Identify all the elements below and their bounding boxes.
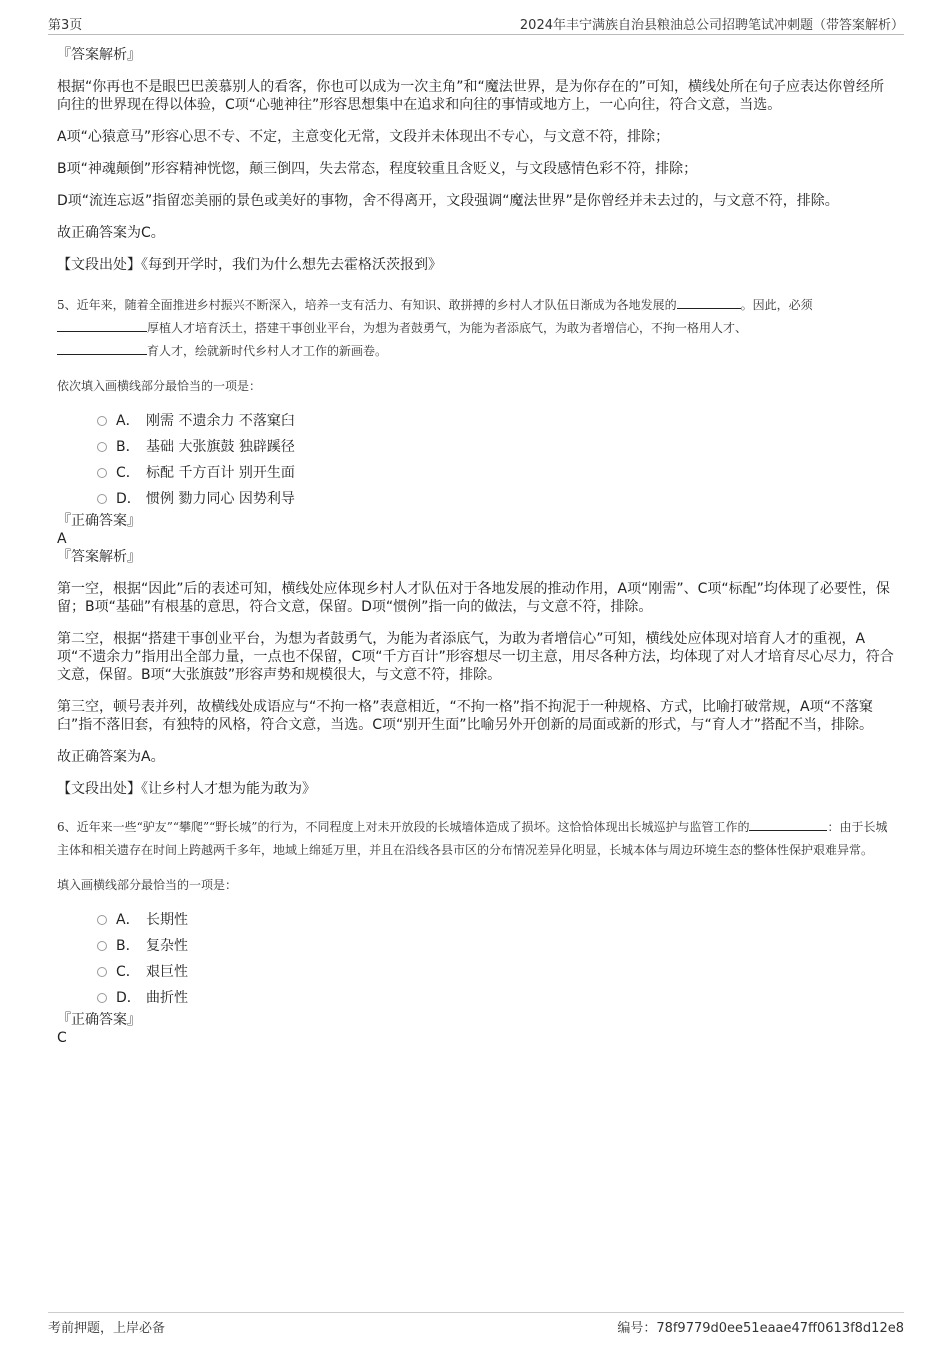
radio-icon[interactable] (97, 468, 107, 478)
option-d[interactable]: D． 惯例 勠力同心 因势利导 (97, 486, 895, 512)
option-list (97, 408, 895, 512)
option-b[interactable]: B． 基础 大张旗鼓 独辟蹊径 (97, 434, 895, 460)
radio-icon[interactable] (97, 416, 107, 426)
answer-label: 『正确答案』 (57, 1012, 141, 1028)
q4-analysis-section (57, 46, 895, 274)
fill-blank (57, 342, 147, 355)
page-number: 第3页 (48, 18, 83, 33)
source-label: 【文段出处】 (57, 781, 141, 797)
correct-answer: C (57, 1030, 67, 1046)
page-footer (48, 1312, 904, 1335)
question-prompt: 依次填入画横线部分最恰当的一项是： (57, 379, 262, 393)
source-title: 《每到开学时，我们为什么想先去霍格沃茨报到》 (141, 257, 442, 273)
stem-text: ：由于长城主体和相关遗存在时间上跨越两千多年，地域上绵延万里，并且在沿线各县市区的分布情况差异化明显，长城本体与周边环境生态的整体性保护艰难异常。 (57, 820, 888, 857)
source-citation (57, 780, 895, 798)
radio-icon[interactable] (97, 993, 107, 1003)
option-c[interactable]: C． 标配 千方百计 别开生面 (97, 460, 895, 486)
stem-text: 。因此，必须 (740, 298, 813, 312)
stem-text: 育人才，绘就新时代乡村人才工作的新画卷。 (147, 344, 388, 358)
page-header (48, 14, 904, 35)
analysis-paragraph: 第二空，根据“搭建干事创业平台，为想为者鼓勇气，为能为者添底气，为敢为者增信心”可知，横线处应体现对培育人才的重视，A项“不遗余力”指用出全部力量，一点也不保留，C项“千方百计”形容想尽一切主意，用尽各种方法，均体现了对人才培育尽心尽力，符合文意，保留。B项“大张旗鼓”形容声势和规模很大，与文意不符，排除。 (57, 631, 894, 683)
analysis-paragraph: 根据“你再也不是眼巴巴羡慕别人的看客，你也可以成为一次主角”和“魔法世界，是为你存在的”可知，横线处所在句子应表达你曾经所向往的世界现在得以体验，C项“心驰神往”形容思想集中在追求和向往的事情或地方上，一心向往，符合文意，当选。 (57, 79, 885, 113)
question-prompt: 填入画横线部分最恰当的一项是： (57, 878, 238, 892)
option-list (97, 907, 895, 1011)
analysis-paragraph: B项“神魂颠倒”形容精神恍惚，颠三倒四，失去常态，程度较重且含贬义，与文段感情色彩不符，排除； (57, 161, 698, 177)
analysis-label: 『答案解析』 (57, 549, 141, 565)
option-c[interactable]: C． 艰巨性 (97, 959, 895, 985)
source-title: 《让乡村人才想为能为敢为》 (141, 781, 316, 797)
question-6 (57, 816, 895, 1047)
answer-conclusion: 故正确答案为A。 (57, 749, 165, 765)
question-stem (57, 294, 895, 363)
option-a[interactable]: A． 刚需 不遗余力 不落窠臼 (97, 408, 895, 434)
answer-conclusion: 故正确答案为C。 (57, 225, 165, 241)
source-citation (57, 256, 895, 274)
radio-icon[interactable] (97, 442, 107, 452)
source-label: 【文段出处】 (57, 257, 141, 273)
option-b[interactable]: B． 复杂性 (97, 933, 895, 959)
fill-blank (677, 296, 741, 309)
stem-text: 厚植人才培育沃土，搭建干事创业平台，为想为者鼓勇气，为能为者添底气，为敢为者增信心，不拘一格用人才、 (147, 321, 748, 335)
analysis-paragraph: D项“流连忘返”指留恋美丽的景色或美好的事物，舍不得离开，文段强调“魔法世界”是你曾经并未去过的，与文意不符，排除。 (57, 193, 839, 209)
fill-blank (749, 818, 827, 831)
radio-icon[interactable] (97, 941, 107, 951)
analysis-paragraph: 第一空，根据“因此”后的表述可知，横线处应体现乡村人才队伍对于各地发展的推动作用，A项“刚需”、C项“标配”均体现了必要性，保留；B项“基础”有根基的意思，符合文意，保留。D项“惯例”指一向的做法，与文意不符，排除。 (57, 581, 890, 615)
analysis-paragraph: A项“心猿意马”形容心思不专、不定，主意变化无常，文段并未体现出不专心，与文意不符，排除； (57, 129, 670, 145)
stem-text: 5、近年来，随着全面推进乡村振兴不断深入，培养一支有活力、有知识、敢拼搏的乡村人才队伍日渐成为各地发展的 (57, 298, 677, 312)
footer-slogan: 考前押题，上岸必备 (48, 1321, 166, 1336)
correct-answer: A (57, 531, 67, 547)
radio-icon[interactable] (97, 967, 107, 977)
answer-label: 『正确答案』 (57, 513, 141, 529)
document-title: 2024年丰宁满族自治县粮油总公司招聘笔试冲刺题（带答案解析） (519, 18, 904, 33)
fill-blank (57, 319, 147, 332)
analysis-paragraph: 第三空，顿号表并列，故横线处成语应与“不拘一格”表意相近，“不拘一格”指不拘泥于一种规格、方式，比喻打破常规，A项“不落窠臼”指不落旧套，有独特的风格，符合文意，当选。C项“别开生面”比喻另外开创新的局面或新的形式，与“育人才”搭配不当，排除。 (57, 699, 874, 733)
option-a[interactable]: A． 长期性 (97, 907, 895, 933)
page-content (57, 46, 895, 1047)
option-d[interactable]: D． 曲折性 (97, 985, 895, 1011)
stem-text: 6、近年来一些“驴友”“攀爬”“野长城”的行为，不同程度上对未开放段的长城墙体造成了损坏。这恰恰体现出长城巡护与监管工作的 (57, 820, 750, 834)
radio-icon[interactable] (97, 494, 107, 504)
analysis-label: 『答案解析』 (57, 47, 141, 63)
question-5 (57, 294, 895, 798)
document-id: 编号：78f9779d0ee51eaae47ff0613f8d12e8 (617, 1321, 904, 1336)
question-stem (57, 816, 895, 862)
radio-icon[interactable] (97, 915, 107, 925)
